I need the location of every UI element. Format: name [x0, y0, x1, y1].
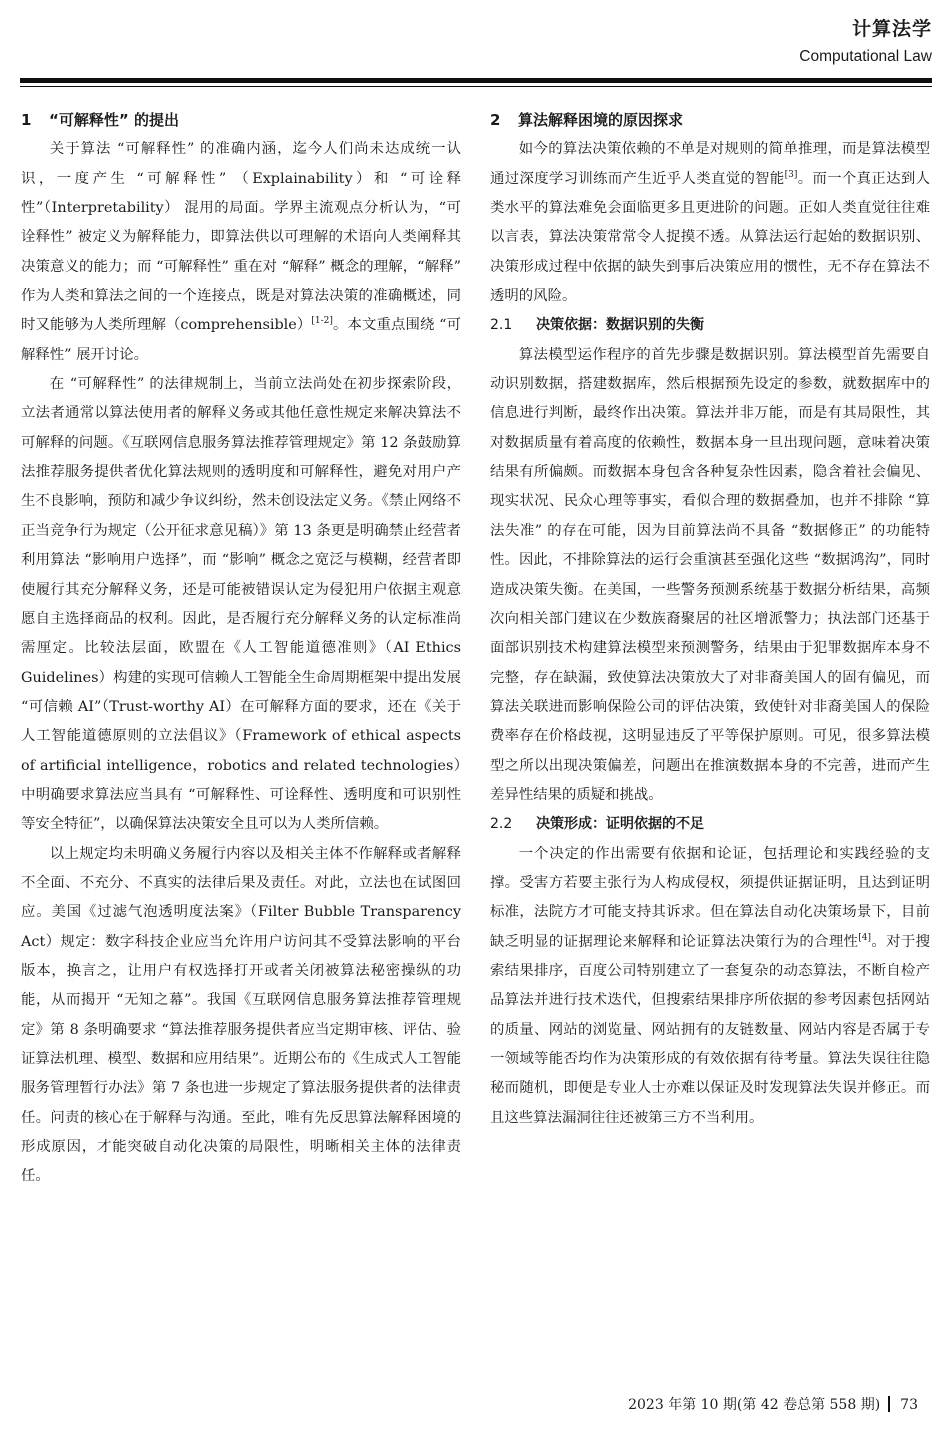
citation: [1-2] — [311, 316, 333, 327]
paragraph: 以上规定均未明确义务履行内容以及相关主体不作解释或者解释不全面、不充分、不真实的法律后果及责任。对此，立法也在试图回应。美国《过滤气泡透明度法案》（Filter Bubble Transparency Act）规定：数字科技企业应当允许用户访问其不受算法影响的平台版本，换言之，让用户有权选择打开或者关闭被算法秘密操纵的功能，从而揭开 “无知之幕”。我国《互联网信息服务算法推荐管理规定》第 8 条明确要求 “算法推荐服务提供者应当定期审核、评估、验证算法机理、模型、数据和应用结果”。近期公布的《生成式人工智能服务管理暂行办法》第 7 条也进一步规定了算法服务提供者的法律责任。问责的核心在于解释与沟通。至此，唯有先反思算法解释困境的形成原因，才能突破自动化决策的局限性，明晰相关主体的法律责任。 — [21, 845, 461, 1185]
section-number: 2.2 — [490, 816, 513, 833]
section-2-1-heading — [490, 311, 930, 340]
paragraph: 如今的算法决策依赖的不单是对规则的简单推理，而是算法模型通过深度学习训练而产生近乎人类直觉的智能[3]。而一个真正达到人类水平的算法难免会面临更多且更进阶的问题。正如人类直觉往往难以言表，算法决策常常令人捉摸不透。从算法运行起始的数据识别、决策形成过程中依据的缺失到事后决策应用的惯性，无不存在算法不透明的风险。 — [490, 141, 930, 305]
section-number: 1 — [21, 111, 32, 129]
section-title: 算法解释困境的原因探求 — [518, 111, 684, 129]
section-2-2-heading — [490, 810, 930, 839]
footer-divider — [888, 1396, 890, 1412]
paragraph: 关于算法 “可解释性” 的准确内涵，迄今人们尚未达成统一认识，一度产生 “可解释性” （Explainability）和 “可诠释性”（Interpretability） 混用的局面。学界主流观点分析认为，“可诠释性” 被定义为解释能力，即算法供以可理解的术语向人类阐释其决策意义的能力；而 “可解释性” 重在对 “解释” 概念的理解，“解释” 作为人类和算法之间的一个连接点，既是对算法决策的准确概述，同时又能够为人类所理解（comprehensible）[1-2]。本文重点围绕 “可解释性” 展开讨论。 — [21, 141, 461, 363]
journal-title-zh: 计算法学 — [851, 18, 932, 40]
paragraph: 在 “可解释性” 的法律规制上，当前立法尚处在初步探索阶段，立法者通常以算法使用者的解释义务或其他任意性规定来解决算法不可解释的问题。《互联网信息服务算法推荐管理规定》第 12 条鼓励算法推荐服务提供者优化算法规则的透明度和可解释性，避免对用户产生不良影响，预防和减少争议纠纷，然未创设法定义务。《禁止网络不正当竞争行为规定（公开征求意见稿）》第 13 条更是明确禁止经营者利用算法 “影响用户选择”，而 “影响” 概念之宽泛与模糊，经营者即使履行其充分解释义务，还是可能被错误认定为侵犯用户依据主观意愿自主选择商品的权利。因此，是否履行充分解释义务的认定标准尚需厘定。比较法层面，欧盟在《人工智能道德准则》（AI Ethics Guidelines）构建的实现可信赖人工智能全生命周期框架中提出发展 “可信赖 AI”（Trust-worthy AI）在可解释方面的要求，还在《关于人工智能道德原则的立法倡议》（Framework of ethical aspects of artificial intelligence，robotics and related technologies）中明确要求算法应当具有 “可解释性、可诠释性、透明度和可识别性等安全特征”，以确保算法决策安全且可以为人类所信赖。 — [21, 376, 461, 833]
issue-info: 2023 年第 10 期(第 42 卷总第 558 期) — [628, 1397, 881, 1413]
paragraph: 一个决定的作出需要有依据和论证，包括理论和实践经验的支撑。受害方若要主张行为人构成侵权，须提供证据证明，且达到证明标准，法院方才可能支持其诉求。但在算法自动化决策场景下，目前缺乏明显的证据理论来解释和论证算法决策行为的合理性[4]。对于搜索结果排序，百度公司特别建立了一套复杂的动态算法，不断自检产品算法并进行技术迭代，但搜索结果排序所依据的参考因素包括网站的质量、网站的浏览量、网站拥有的友链数量、网站内容是否属于专一领域等能否均作为决策形成的有效依据有待考量。算法失误往往隐秘而随机，即便是专业人士亦难以保证及时发现算法失误并修正。而且这些算法漏洞往往还被第三方不当利用。 — [490, 845, 930, 1126]
section-number: 2 — [490, 111, 501, 129]
section-1-heading — [21, 106, 461, 135]
header-rule-thin — [20, 86, 932, 87]
section-number: 2.1 — [490, 317, 513, 334]
section-title: 决策形成：证明依据的不足 — [536, 816, 704, 833]
header-rule-thick — [20, 78, 932, 83]
page-footer — [628, 1394, 918, 1414]
section-title: 决策依据：数据识别的失衡 — [536, 317, 704, 334]
section-2-heading — [490, 106, 930, 135]
citation: [3] — [784, 169, 798, 180]
section-title: “可解释性” 的提出 — [49, 111, 179, 129]
left-column — [21, 106, 461, 1192]
page-number: 73 — [900, 1397, 918, 1413]
citation: [4] — [858, 932, 872, 943]
paragraph: 算法模型运作程序的首先步骤是数据识别。算法模型首先需要自动识别数据，搭建数据库，然后根据预先设定的参数，就数据库中的信息进行判断，最终作出决策。算法并非万能，而是有其局限性，其对数据质量有着高度的依赖性，数据本身一旦出现问题，意味着决策结果有所偏颇。而数据本身包含各种复杂性因素，隐含着社会偏见、现实状况、民众心理等事实，看似合理的数据叠加，也并不排除 “算法失准” 的存在可能，因为目前算法尚不具备 “数据修正” 的功能特性。因此，不排除算法的运行会重演甚至强化这些 “数据鸿沟”，同时造成决策失衡。在美国，一些警务预测系统基于数据分析结果，高频次向相关部门建议在少数族裔聚居的社区增派警力；执法部门还基于面部识别技术构建算法模型来预测警务，结果由于犯罪数据库本身不完整，存在缺漏，致使算法决策放大了对非裔美国人的固有偏见，而算法关联进而影响保险公司的评估决策，致使针对非裔美国人的保险费率存在价格歧视，这明显违反了平等保护原则。可见，很多算法模型之所以出现决策偏差，问题出在推演数据本身的不完善，进而产生差异性结果的质疑和挑战。 — [490, 346, 930, 803]
right-column — [490, 106, 930, 1133]
journal-title-en: Computational Law — [799, 48, 932, 65]
